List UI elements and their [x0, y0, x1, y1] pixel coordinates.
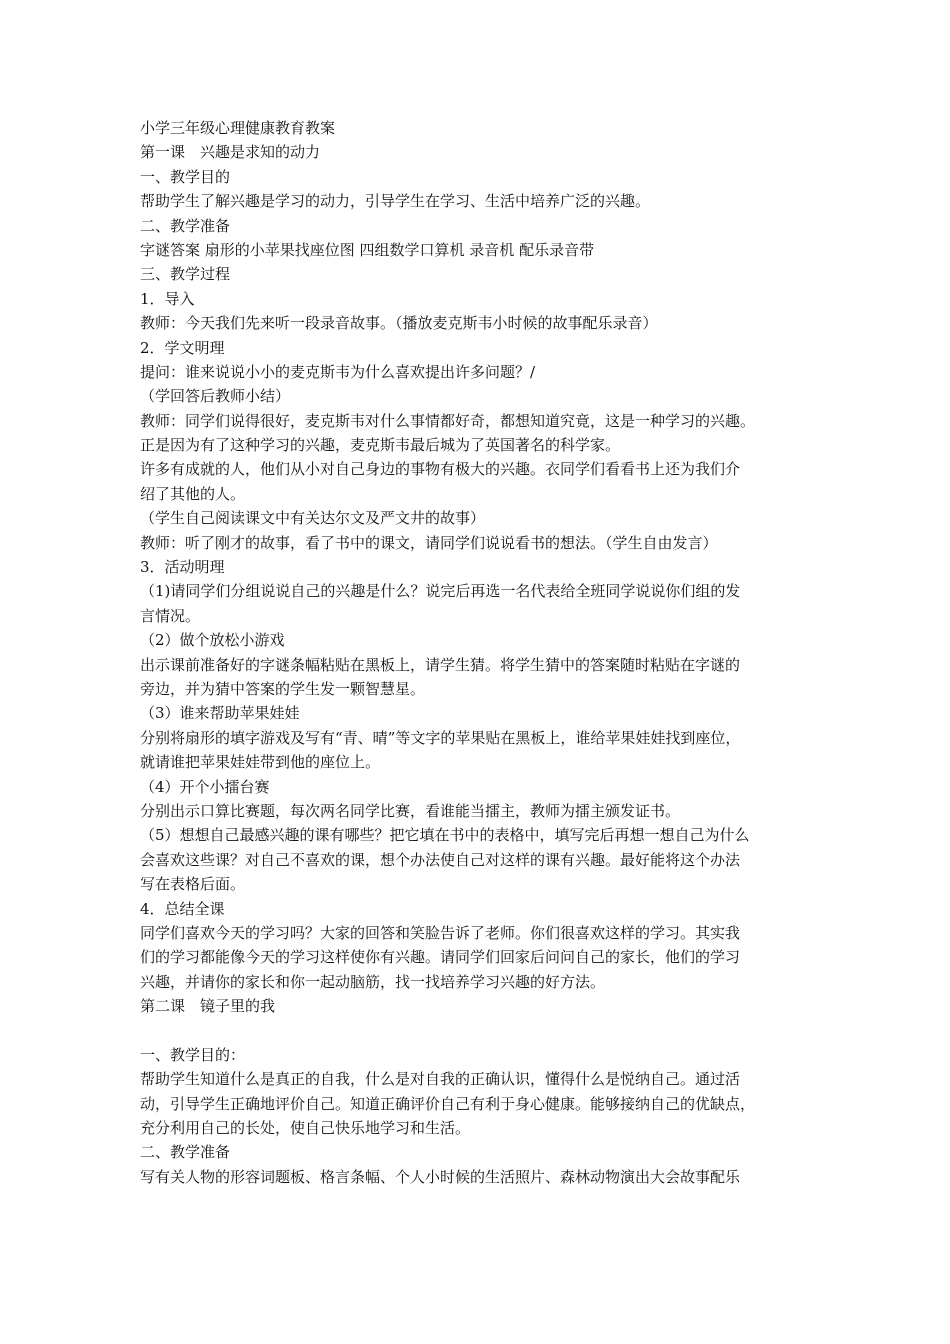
paragraph-line: 提问：谁来说说小小的麦克斯韦为什么喜欢提出许多问题？/ [140, 362, 536, 381]
step-heading: 1．导入 [140, 289, 195, 308]
paragraph-line: （学生自己阅读课文中有关达尔文及严文井的故事） [140, 509, 486, 528]
paragraph-line: 出示课前准备好的字谜条幅粘贴在黑板上，请学生猜。将学生猜中的答案随时粘贴在字谜的 [140, 655, 741, 674]
paragraph-line: 写在表格后面。 [140, 875, 246, 894]
lesson-2-heading: 第二课 镜子里的我 [140, 997, 276, 1016]
paragraph-line: 正是因为有了这种学习的兴趣，麦克斯韦最后城为了英国著名的科学家。 [140, 436, 621, 455]
section-heading: 一、教学目的 [140, 167, 231, 186]
activity-heading: （2）做个放松小游戏 [140, 631, 285, 650]
document-page [140, 116, 820, 1189]
document-title: 小学三年级心理健康教育教案 [140, 119, 336, 137]
paragraph-line: 们的学习都能像今天的学习这样使你有兴趣。请同学们回家后问问自己的家长，他们的学习 [140, 948, 741, 967]
section-heading: 三、教学过程 [140, 265, 231, 284]
paragraph-line: 教师：听了刚才的故事，看了书中的课文，请同学们说说看书的想法。（学生自由发言） [140, 533, 718, 552]
step-heading: 3．活动明理 [140, 558, 225, 577]
paragraph-line: 教师：今天我们先来听一段录音故事。（播放麦克斯韦小时候的故事配乐录音） [140, 314, 658, 333]
section-heading: 二、教学准备 [140, 216, 231, 235]
paragraph-line: 旁边，并为猜中答案的学生发一颗智慧星。 [140, 679, 426, 698]
paragraph-line: 字谜答案 扇形的小苹果找座位图 四组数学口算机 录音机 配乐录音带 [140, 240, 595, 259]
activity-heading: （3）谁来帮助苹果娃娃 [140, 704, 300, 723]
lesson-1-heading: 第一课 兴趣是求知的动力 [140, 143, 321, 162]
paragraph-line: 帮助学生知道什么是真正的自我，什么是对自我的正确认识，懂得什么是悦纳自己。通过活 [140, 1070, 741, 1089]
step-heading: 4．总结全课 [140, 899, 225, 918]
paragraph-line: 许多有成就的人，他们从小对自己身边的事物有极大的兴趣。衣同学们看看书上还为我们介 [140, 460, 741, 479]
paragraph-line: 教师：同学们说得很好，麦克斯韦对什么事情都好奇，都想知道究竟，这是一种学习的兴趣。 [140, 411, 756, 430]
section-heading: 二、教学准备 [140, 1143, 231, 1162]
paragraph-line: 言情况。 [140, 606, 201, 625]
paragraph-line: 兴趣，并请你的家长和你一起动脑筋，找一找培养学习兴趣的好方法。 [140, 972, 606, 991]
blank-line [140, 1018, 820, 1042]
paragraph-line: 同学们喜欢今天的学习吗？大家的回答和笑脸告诉了老师。你们很喜欢这样的学习。其实我 [140, 923, 741, 942]
paragraph-line: 会喜欢这些课？对自己不喜欢的课，想个办法使自己对这样的课有兴趣。最好能将这个办法 [140, 850, 741, 869]
paragraph-line: （5）想想自己最感兴趣的课有哪些？把它填在书中的表格中，填写完后再想一想自己为什么 [140, 826, 750, 845]
paragraph-line: 充分利用自己的长处，使自己快乐地学习和生活。 [140, 1119, 471, 1138]
paragraph-line: 分别出示口算比赛题，每次两名同学比赛，看谁能当擂主，教师为擂主颁发证书。 [140, 801, 681, 820]
paragraph-line: 分别将扇形的填字游戏及写有“青、晴”等文字的苹果贴在黑板上，谁给苹果娃娃找到座位， [140, 728, 741, 747]
paragraph-line: （学回答后教师小结） [140, 387, 291, 406]
paragraph-line: 绍了其他的人。 [140, 484, 246, 503]
activity-heading: （4）开个小擂台赛 [140, 777, 270, 796]
step-heading: 2．学文明理 [140, 338, 225, 357]
paragraph-line: （1)请同学们分组说说自己的兴趣是什么？说完后再选一名代表给全班同学说说你们组的发 [140, 582, 741, 601]
paragraph-line: 动，引导学生正确地评价自己。知道正确评价自己有利于身心健康。能够接纳自己的优缺点， [140, 1094, 756, 1113]
paragraph-line: 就请谁把苹果娃娃带到他的座位上。 [140, 753, 381, 772]
section-heading: 一、教学目的： [140, 1045, 246, 1064]
paragraph-line: 写有关人物的形容词题板、格言条幅、个人小时候的生活照片、森林动物演出大会故事配乐 [140, 1167, 741, 1186]
paragraph-line: 帮助学生了解兴趣是学习的动力，引导学生在学习、生活中培养广泛的兴趣。 [140, 192, 651, 211]
